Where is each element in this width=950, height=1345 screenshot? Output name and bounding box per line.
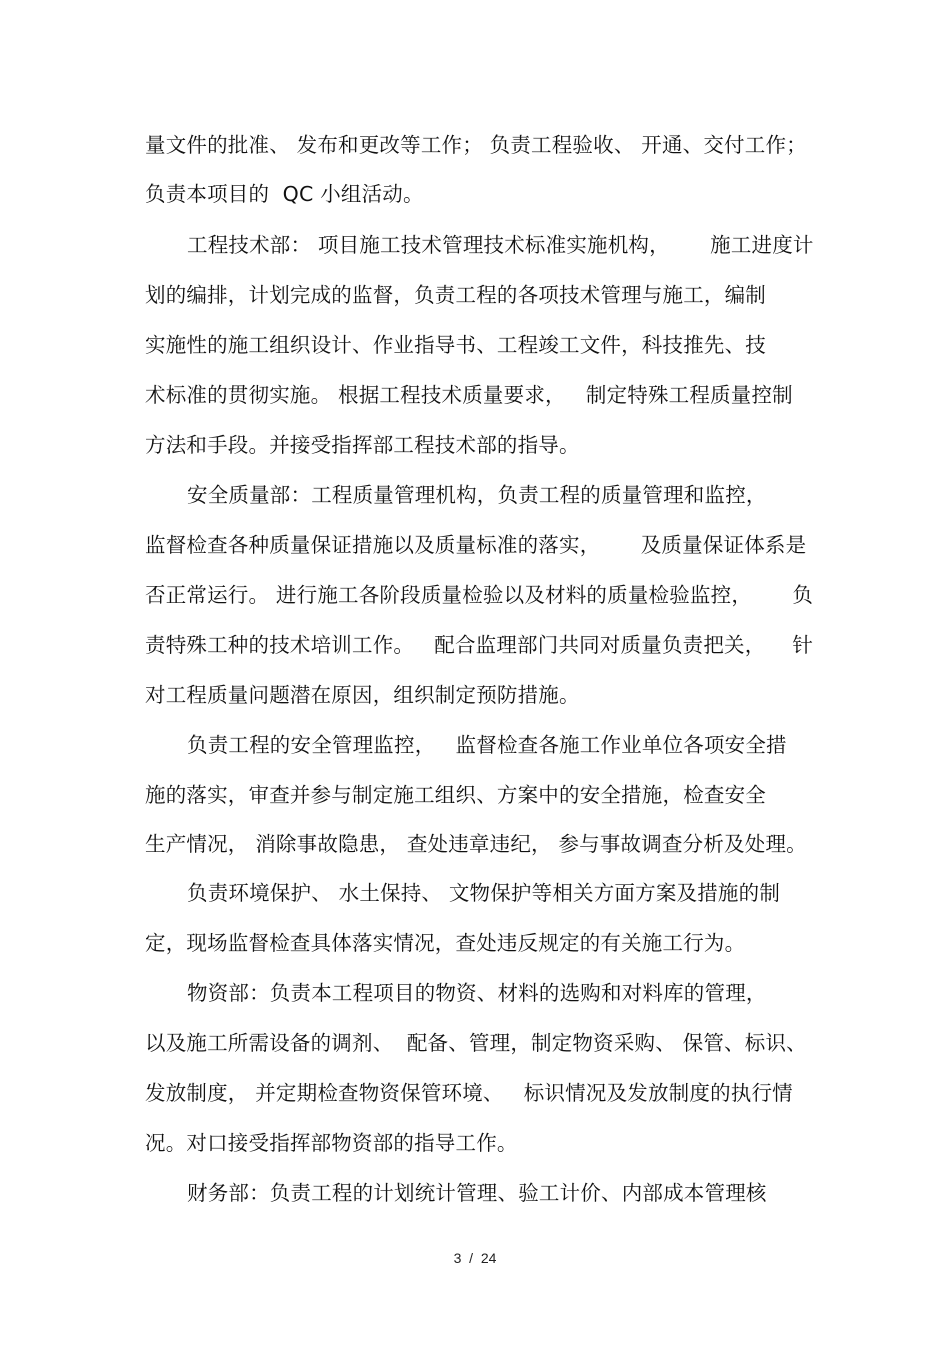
text-line-2: 负责本项目的 QC 小组活动。 [145,182,424,206]
text-line-18: 物资部：负责本工程项目的物资、材料的选购和对料库的管理， [187,981,767,1005]
text-line-4: 划的编排，计划完成的监督，负责工程的各项技术管理与施工，编制 [145,283,766,307]
text-line-3: 工程技术部： 项目施工技术管理技术标准实施机构， 施工进度计 [187,233,814,257]
text-line-8: 安全质量部：工程质量管理机构，负责工程的质量管理和监控， [187,483,767,507]
text-line-13: 负责工程的安全管理监控， 监督检查各施工作业单位各项安全措 [187,733,787,757]
text-line-21: 况。对口接受指挥部物资部的指导工作。 [145,1131,518,1155]
text-line-17: 定，现场监督检查具体落实情况，查处违反规定的有关施工行为。 [145,931,746,955]
text-line-11: 责特殊工种的技术培训工作。 配合监理部门共同对质量负责把关， 针 [145,633,814,657]
text-line-5: 实施性的施工组织设计、作业指导书、工程竣工文件，科技推先、技 [145,333,766,357]
text-line-16: 负责环境保护、 水土保持、 文物保护等相关方面方案及措施的制 [187,881,781,905]
text-line-20: 发放制度， 并定期检查物资保管环境、 标识情况及发放制度的执行情 [145,1081,793,1105]
page-number: 3 / 24 [453,1250,497,1266]
text-line-7: 方法和手段。并接受指挥部工程技术部的指导。 [145,433,580,457]
text-line-9: 监督检查各种质量保证措施以及质量标准的落实， 及质量保证体系是 [145,533,807,557]
text-line-1: 量文件的批准、 发布和更改等工作； 负责工程验收、 开通、交付工作； [145,133,807,157]
text-line-19: 以及施工所需设备的调剂、 配备、管理，制定物资采购、 保管、标识、 [145,1031,807,1055]
text-line-10: 否正常运行。 进行施工各阶段质量检验以及材料的质量检验监控， 负 [145,583,814,607]
text-line-15: 生产情况， 消除事故隐患， 查处违章违纪， 参与事故调查分析及处理。 [145,832,807,856]
text-line-12: 对工程质量问题潜在原因，组织制定预防措施。 [145,683,580,707]
text-line-6: 术标准的贯彻实施。 根据工程技术质量要求， 制定特殊工程质量控制 [145,383,793,407]
text-line-22: 财务部：负责工程的计划统计管理、验工计价、内部成本管理核 [187,1181,767,1205]
text-line-14: 施的落实，审查并参与制定施工组织、方案中的安全措施，检查安全 [145,783,766,807]
